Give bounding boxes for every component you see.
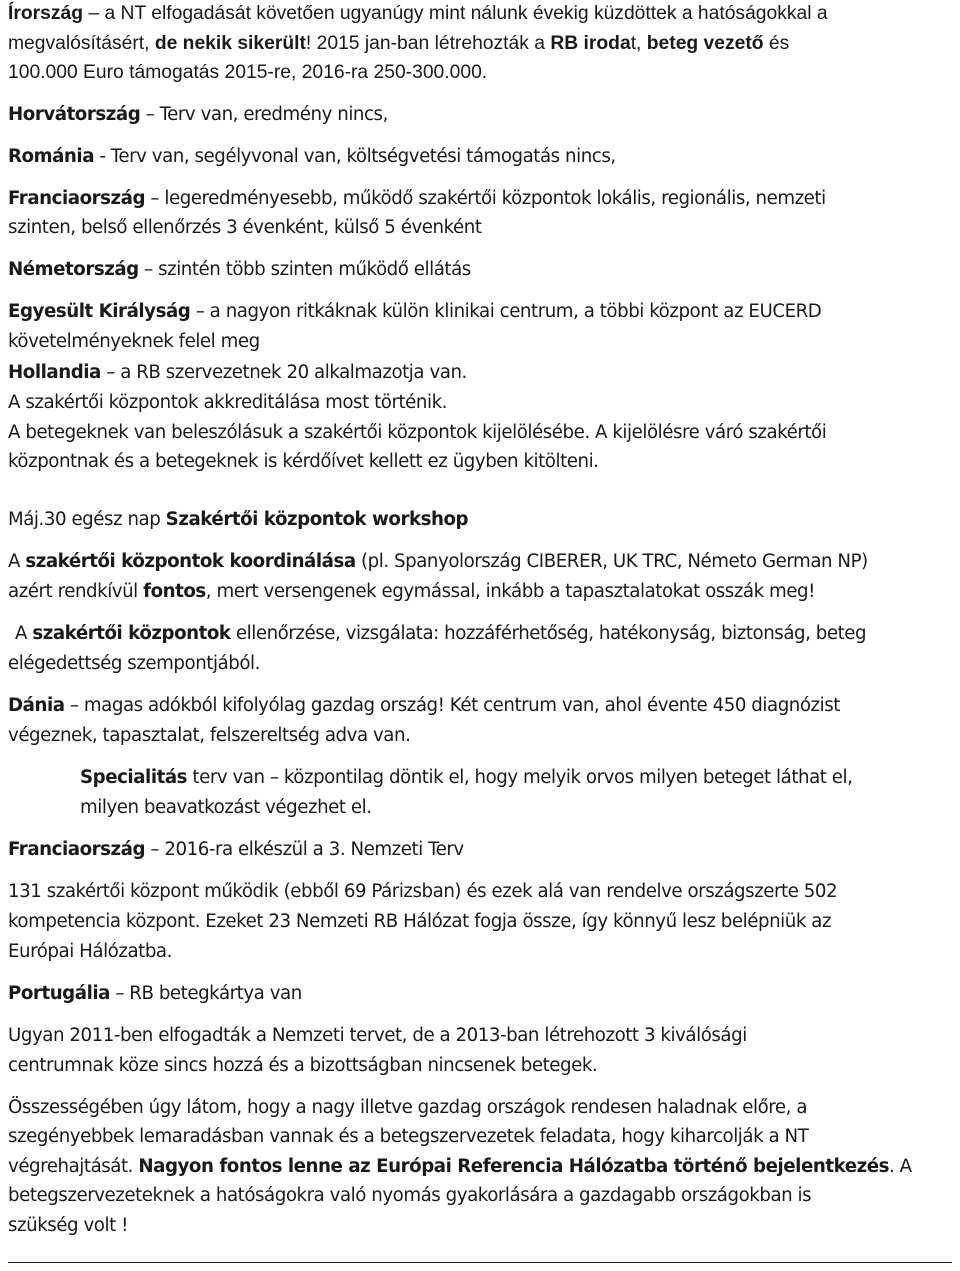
paragraph-franciaorszag-line-2: szinten, belső ellenőrzés 3 évenként, külső 5 évenként (8, 217, 482, 238)
country-name: Írország (8, 3, 84, 24)
paragraph-hollandia-line-2: A szakértői központok akkreditálása most történik. (8, 392, 447, 413)
paragraph-franciaorszag-line-1: Franciaország – legeredményesebb, működő szakértői központok lokális, regionális, nemzeti (8, 188, 826, 209)
country-name: Hollandia (8, 362, 101, 383)
paragraph-hollandia-line-3: A betegeknek van beleszólásuk a szakértői központok kijelölésébe. A kijelölésre váró szakértői (8, 422, 827, 443)
country-name: Horvátország (8, 104, 141, 125)
paragraph-131-line-2: kompetencia központ. Ezeket 23 Nemzeti RB Hálózat fogja össze, így könnyű lesz belépniük az (8, 911, 832, 932)
country-name: Dánia (8, 695, 65, 716)
paragraph-irorszag-line-1: Írország – a NT elfogadását követően ugyanúgy mint nálunk évekig küzdöttek a hatóságokkal a (8, 3, 828, 24)
paragraph-osszegzes-line-4: betegszervezeteknek a hatóságokra való nyomás gyakorlására a gazdagabb országokban is (8, 1185, 812, 1206)
country-name: Portugália (8, 983, 110, 1004)
country-name: Románia (8, 146, 95, 167)
paragraph-2011-line-2: centrumnak köze sincs hozzá és a bizottságban nincsenek betegek. (8, 1055, 598, 1076)
paragraph-ellenorzes-line-1: A szakértői központok ellenőrzése, vizsgálata: hozzáférhetőség, hatékonyság, biztonság, beteg (15, 623, 867, 644)
paragraph-2011-line-1: Ugyan 2011-ben elfogadták a Nemzeti tervet, de a 2013-ban létrehozott 3 kiválósági (8, 1025, 747, 1046)
paragraph-osszegzes-line-5: szükség volt ! (8, 1215, 128, 1236)
paragraph-nemetorszag: Németország – szintén több szinten működő ellátás (8, 259, 471, 280)
paragraph-osszegzes-line-3: végrehajtását. Nagyon fontos lenne az Európai Referencia Hálózatba történő bejelentkezés. A (8, 1156, 912, 1177)
paragraph-irorszag-line-3: 100.000 Euro támogatás 2015-re, 2016-ra 250-300.000. (8, 62, 488, 83)
paragraph-workshop: Máj.30 egész nap Szakértői központok workshop (8, 509, 469, 530)
country-name: Franciaország (8, 839, 146, 860)
country-name: Franciaország (8, 188, 146, 209)
paragraph-horvatorszag: Horvátország – Terv van, eredmény nincs, (8, 104, 388, 125)
paragraph-irorszag-line-2: megvalósításért, de nekik sikerült! 2015 jan-ban létrehozták a RB irodat, beteg vezető és (8, 33, 790, 54)
paragraph-osszegzes-line-1: Összességében úgy látom, hogy a nagy illetve gazdag országok rendesen haladnak előre, a (8, 1097, 808, 1118)
paragraph-portugalia: Portugália – RB betegkártya van (8, 983, 302, 1004)
paragraph-hollandia-line-4: központnak és a betegeknek is kérdőívet kellett ez ügyben kitölteni. (8, 451, 599, 472)
paragraph-dania-line-2: végeznek, tapasztalat, felszereltség adva van. (8, 725, 411, 746)
paragraph-uk-line-2: követelményeknek felel meg (8, 331, 260, 352)
paragraph-131-line-1: 131 szakértői központ működik (ebből 69 Párizsban) és ezek alá van rendelve országszerte 502 (8, 881, 838, 902)
country-name: Németország (8, 259, 139, 280)
footer-divider (8, 1262, 952, 1263)
paragraph-koordinalas-line-2: azért rendkívül fontos, mert versengenek egymással, inkább a tapasztalatokat osszák meg! (8, 581, 815, 602)
paragraph-romania: Románia - Terv van, segélyvonal van, költségvetési támogatás nincs, (8, 146, 616, 167)
paragraph-131-line-3: Európai Hálózatba. (8, 941, 172, 962)
paragraph-koordinalas-line-1: A szakértői központok koordinálása (pl. Spanyolország CIBERER, UK TRC, Németo German NP) (8, 551, 868, 572)
paragraph-specialitas-line-2: milyen beavatkozást végezhet el. (80, 797, 372, 818)
paragraph-dania-line-1: Dánia – magas adókból kifolyólag gazdag ország! Két centrum van, ahol évente 450 diagnózist (8, 695, 840, 716)
paragraph-franciaorszag-2: Franciaország – 2016-ra elkészül a 3. Nemzeti Terv (8, 839, 464, 860)
paragraph-specialitas-line-1: Specialitás terv van – központilag döntik el, hogy melyik orvos milyen beteget láthat el, (80, 767, 853, 788)
country-name: Egyesült Királyság (8, 301, 191, 322)
paragraph-uk-line-1: Egyesült Királyság – a nagyon ritkáknak külön klinikai centrum, a többi központ az EUCERD (8, 301, 822, 322)
paragraph-hollandia-line-1: Hollandia – a RB szervezetnek 20 alkalmazotja van. (8, 362, 467, 383)
paragraph-osszegzes-line-2: szegényebbek lemaradásban vannak és a betegszervezetek feladata, hogy kiharcolják a NT (8, 1126, 809, 1147)
paragraph-ellenorzes-line-2: elégedettség szempontjából. (8, 653, 260, 674)
